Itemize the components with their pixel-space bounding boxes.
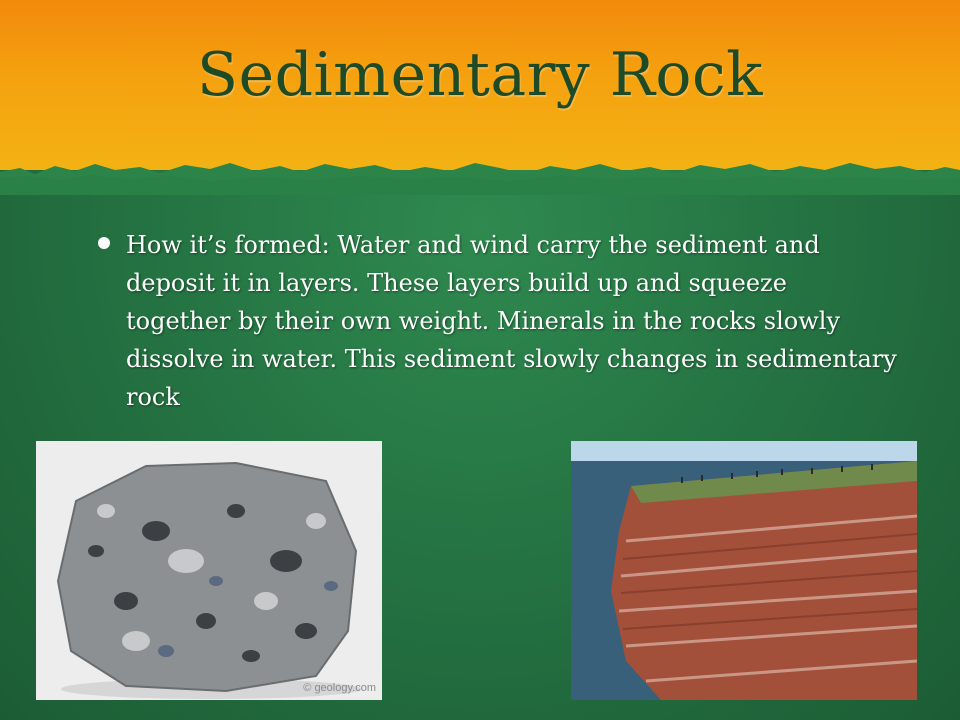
sedimentary-cliff-image — [571, 441, 917, 700]
cliff-illustration — [571, 441, 917, 700]
bullet-point-icon — [98, 237, 110, 249]
image-credit: © geology.com — [303, 682, 376, 694]
slide-title: Sedimentary Rock — [196, 40, 764, 110]
torn-edge-divider — [0, 150, 960, 195]
conglomerate-rock-image — [36, 441, 382, 700]
bullet-text: How it’s formed: Water and wind carry the sediment and deposit it in layers. These layers build up and squeeze together by their own weight. Minerals in the rocks slowly dissolve in water. This sediment slowly changes in sedimentary rock — [126, 231, 897, 411]
rock-illustration — [36, 441, 382, 700]
bullet-item — [98, 226, 898, 416]
